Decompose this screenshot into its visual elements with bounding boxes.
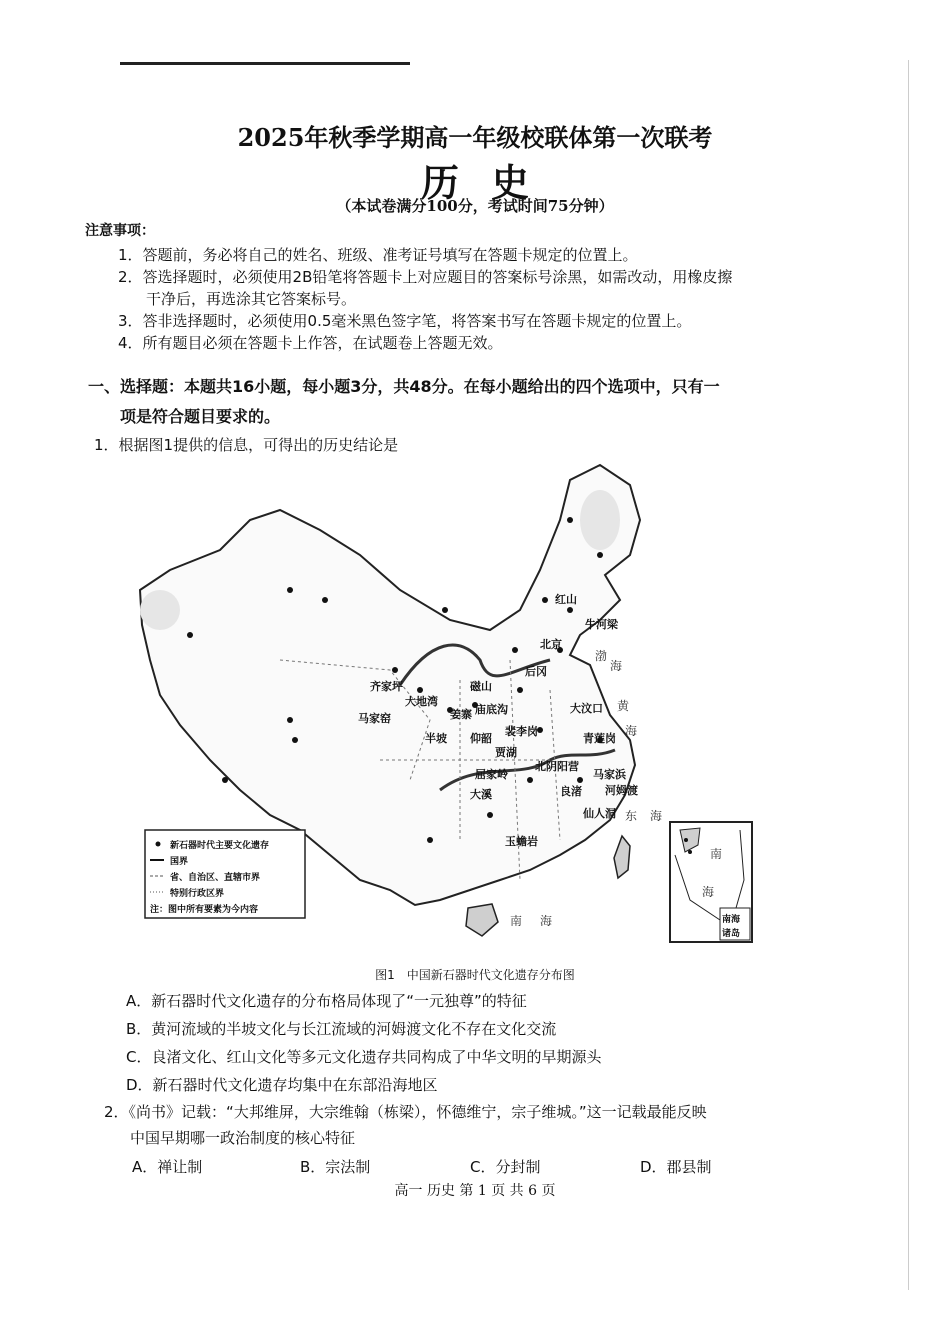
site-label: 红山: [555, 593, 577, 606]
section-line: 一、选择题：本题共16小题，每小题3分，共48分。在每小题给出的四个选项中，只有一: [88, 377, 720, 396]
neolithic-map: [130, 460, 780, 950]
site-label: 大地湾: [405, 695, 438, 708]
legend-item: 注：图中所有要素为今内容: [150, 905, 259, 915]
site-label: 磁山: [470, 680, 492, 693]
site-label: 北阴阳营: [535, 760, 579, 773]
inset-label: 诸岛: [722, 929, 741, 939]
q1-option-b: B．黄河流域的半坡文化与长江流域的河姆渡文化不存在文化交流: [126, 1020, 557, 1038]
sea-label: 海: [540, 914, 553, 928]
shade-w: [140, 590, 180, 630]
note-item: 1．答题前，务必将自己的姓名、班级、准考证号填写在答题卡规定的位置上。: [118, 246, 638, 264]
sea-label: 南: [510, 914, 523, 928]
taiwan-island: [614, 836, 630, 878]
site-label: 齐家坪: [370, 680, 403, 693]
site-label: 屈家岭: [475, 768, 508, 781]
q2-option-c: C．分封制: [470, 1158, 541, 1176]
note-item: 2．答选择题时，必须使用2B铅笔将答题卡上对应题目的答案标号涂黑，如需改动，用橡皮擦: [118, 268, 733, 286]
section-heading: [88, 372, 848, 432]
legend-item: 新石器时代主要文化遗存: [170, 841, 270, 851]
q1-option-d: D．新石器时代文化遗存均集中在东部沿海地区: [126, 1076, 438, 1094]
shade-ne: [580, 490, 620, 550]
sea-label: 海: [625, 724, 638, 738]
sea-label: 海: [610, 659, 623, 673]
page-footer: 高一 历史 第 1 页 共 6 页: [394, 1183, 556, 1199]
notes-heading: 注意事项：: [85, 223, 155, 239]
map-svg: [130, 460, 780, 950]
q2-option-b: B．宗法制: [300, 1158, 371, 1176]
page-edge: [908, 60, 909, 1290]
score-info: （本试卷满分100分，考试时间75分钟）: [336, 197, 614, 215]
legend-item: 特别行政区界: [170, 889, 225, 899]
inset-label: 南: [710, 847, 723, 861]
site-label: 良渚: [560, 785, 582, 798]
figure-caption: 图1 中国新石器时代文化遗存分布图: [375, 968, 575, 982]
exam-title: 2025年秋季学期高一年级校联体第一次联考: [237, 123, 713, 152]
legend-item: 省、自治区、直辖市界: [170, 873, 261, 883]
map-legend: [145, 830, 305, 918]
sea-label: 渤: [595, 649, 608, 663]
site-label: 裴李岗: [505, 725, 538, 738]
site-label: 仰韶: [470, 732, 492, 745]
question-2-stem-cont: 中国早期哪一政治制度的核心特征: [130, 1129, 356, 1147]
top-rule: [120, 62, 410, 65]
site-label: 马家窑: [358, 712, 391, 725]
site-label: 贾湖: [495, 746, 517, 759]
q2-option-d: D．郡县制: [640, 1158, 712, 1176]
section-line: 项是符合题目要求的。: [120, 407, 281, 426]
question-1-stem: 1．根据图1提供的信息，可得出的历史结论是: [94, 436, 399, 454]
note-item: 3．答非选择题时，必须使用0.5毫米黑色签字笔，将答案书写在答题卡规定的位置上。: [118, 312, 692, 330]
sea-label: 东: [625, 809, 638, 823]
legend-item: 国界: [170, 857, 189, 867]
site-label: 庙底沟: [475, 703, 508, 716]
site-label: 后冈: [525, 665, 547, 678]
site-label: 姜寨: [450, 708, 472, 721]
q2-option-a: A．禅让制: [132, 1158, 203, 1176]
site-label: 牛河梁: [585, 618, 618, 631]
site-label: 马家浜: [593, 768, 626, 781]
site-label: 大汶口: [570, 702, 603, 715]
site-label: 仙人洞: [583, 807, 616, 820]
inset-label: 南海: [722, 915, 741, 925]
site-label: 大溪: [470, 788, 492, 801]
question-2-stem: 2．《尚书》记载：“大邦维屏，大宗维翰（栋梁），怀德维宁，宗子维城。”这一记载最能反映: [104, 1103, 707, 1121]
sea-label: 海: [650, 809, 663, 823]
inset-label: 海: [702, 885, 715, 899]
site-label: 北京: [540, 638, 562, 651]
site-label: 半坡: [425, 732, 447, 745]
site-label: 青莲岗: [583, 732, 616, 745]
site-label: 玉蟾岩: [505, 835, 538, 848]
subject-title: 历史: [420, 160, 561, 205]
note-item: 4．所有题目必须在答题卡上作答，在试题卷上答题无效。: [118, 334, 503, 352]
q1-option-c: C．良渚文化、红山文化等多元文化遗存共同构成了中华文明的早期源头: [126, 1048, 602, 1066]
south-sea-inset: [670, 822, 752, 942]
note-item: 干净后，再选涂其它答案标号。: [146, 290, 357, 308]
site-label: 河姆渡: [605, 784, 638, 797]
sea-label: 黄: [617, 699, 630, 713]
hainan-island: [466, 904, 498, 936]
q1-option-a: A．新石器时代文化遗存的分布格局体现了“一元独尊”的特征: [126, 992, 527, 1010]
